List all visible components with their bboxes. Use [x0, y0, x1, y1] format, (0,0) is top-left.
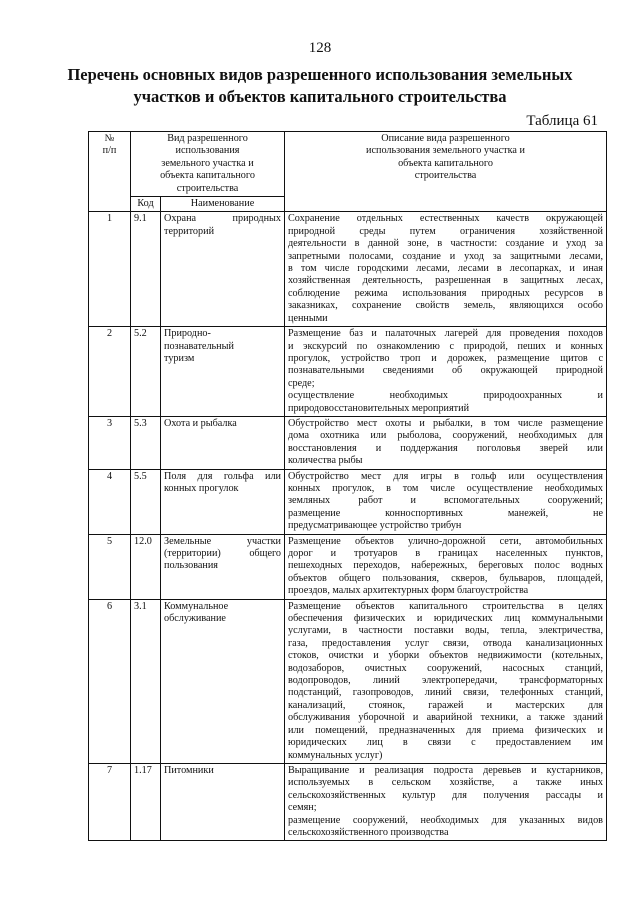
table-body [89, 212, 607, 841]
page-number: 128 [308, 40, 332, 56]
row-description-line: ценными [288, 312, 328, 324]
row-description [285, 469, 607, 534]
row-description-line: в том числе городскими лесами, лесами в лесопарках, и иная [288, 263, 603, 275]
row-description-line: дома охотника или рыболова, сооружений, необходимых для [288, 430, 603, 442]
row-description-line: природовосстановительных мероприятий [288, 402, 470, 414]
row-number: 7 [89, 763, 131, 840]
row-description-line: Сохранение отдельных естественных качеств окружающей [288, 213, 603, 225]
row-description-line: объектов общего пользования, скверов, бульваров, площадей, [288, 572, 603, 584]
row-name-line: территорий [164, 225, 215, 237]
table-row [89, 327, 607, 417]
row-name [161, 763, 285, 840]
land-use-table [88, 131, 607, 841]
row-code: 5.3 [131, 416, 161, 469]
row-name-line: обслуживание [164, 613, 226, 625]
title-line: Перечень основных видов разрешенного использования земельных [67, 65, 573, 84]
title-line: участков и объектов капитального строительства [133, 87, 507, 106]
row-description-line: Размещение объектов капитального строительства в целях [288, 600, 603, 612]
row-code: 1.17 [131, 763, 161, 840]
row-name-line: Охрана природных [164, 213, 281, 225]
row-number: 1 [89, 212, 131, 327]
row-code: 5.5 [131, 469, 161, 534]
row-description-line: или помещений, предназначенных для приема физических и [288, 724, 603, 736]
header-kind-text: Вид разрешенного использования земельного участка и объекта капитального строительства [160, 133, 255, 194]
row-description-line: обслуживания уборочной и аварийной техники, а также зданий [288, 712, 603, 724]
row-description [285, 212, 607, 327]
table-row [89, 469, 607, 534]
row-code: 9.1 [131, 212, 161, 327]
row-description-line: водопроводов, линий электропередачи, трансформаторных [288, 675, 603, 687]
row-name-line: Земельные участки [164, 535, 281, 547]
table-row [89, 416, 607, 469]
table-row [89, 763, 607, 840]
row-description-line: дорог и тротуаров в границах населенных пунктов, [288, 548, 603, 559]
row-description-line: предусматривающее устройство трибун [288, 520, 462, 532]
row-name-line: туризм [164, 352, 195, 364]
row-description-line: услугами, в частности поставки воды, тепла, электричества, [288, 625, 603, 637]
row-description-line: природной среды путем ограничения хозяйственной [288, 225, 603, 237]
row-name-line: Природно- [164, 328, 211, 340]
row-description-line: прогулок, устройство троп и дорожек, размещение щитов с [288, 352, 603, 364]
row-number: 3 [89, 416, 131, 469]
row-description-line: сельскохозяйственного производства [288, 826, 449, 838]
row-description-line: используемых в сельском хозяйстве, а также иных [288, 777, 603, 789]
row-description [285, 416, 607, 469]
row-description-line: коммунальных услуг) [288, 749, 383, 761]
row-description-line: пешеходных переходов, набережных, береговых полос водных [288, 560, 603, 572]
row-description-line: стоков, очистки и уборки объектов недвижимости (котельных, [288, 650, 603, 662]
row-description [285, 763, 607, 840]
row-description-line: земляных работ и вспомогательных сооружений; [288, 495, 603, 507]
table-row [89, 599, 607, 763]
table-label: Таблица 61 [526, 113, 598, 129]
row-description-line: среде; [288, 377, 315, 389]
row-description-line: Размещение баз и палаточных лагерей для проведения походов [288, 328, 603, 340]
row-name-line: познавательный [164, 340, 234, 352]
page-title [0, 64, 640, 108]
row-name-line: Питомники [164, 764, 214, 776]
row-description-line: газа, предоставления услуг связи, отвода канализационных [288, 637, 603, 649]
row-description-line: Выращивание и реализация подроста деревьев и кустарников, [288, 764, 603, 776]
row-name-line: (территории) общего [164, 548, 281, 559]
header-kind [131, 132, 285, 197]
row-description-line: Размещение объектов улично-дорожной сети, автомобильных [288, 535, 603, 547]
header-code: Код [131, 197, 161, 212]
row-description [285, 327, 607, 417]
row-description-line: водозаборов, очистных сооружений, насосных станций, [288, 662, 603, 674]
row-description-line: и экскурсий по ознакомлению с природой, пеших и конных [288, 340, 603, 352]
header-desc [285, 132, 607, 212]
table-header-row [89, 132, 607, 197]
row-description-line: заказниках, сохранение свойств земель, являющихся особо [288, 300, 603, 312]
row-code: 5.2 [131, 327, 161, 417]
row-description-line: восстановления и поддержания поголовья зверей или [288, 442, 603, 454]
header-num [89, 132, 131, 212]
row-name [161, 327, 285, 417]
row-description-line: семян; [288, 802, 317, 814]
row-name-line: Охота и рыбалка [164, 417, 237, 429]
header-num-text: № п/п [102, 133, 117, 157]
row-name [161, 416, 285, 469]
row-description-line: хозяйственная деятельность, разрешенная в защитных лесах, [288, 275, 603, 287]
row-name [161, 534, 285, 599]
header-name: Наименование [161, 197, 285, 212]
table-row [89, 212, 607, 327]
row-description-line: обеспечения физических и юридических лиц коммунальными [288, 613, 603, 625]
row-description-line: запретными полосами, создание и уход за защитными лесами, [288, 250, 603, 262]
row-description-line: количества рыбы [288, 455, 363, 467]
row-description-line: проездов, малых архитектурных форм благоустройства [288, 585, 529, 597]
row-description-line: канализаций, стоянок, гаражей и мастерских для [288, 699, 603, 711]
row-name-line: конных прогулок [164, 482, 239, 494]
row-description-line: подстанций, газопроводов, линий связи, телефонных станций, [288, 687, 603, 699]
row-name-line: Поля для гольфа или [164, 470, 281, 482]
row-number: 5 [89, 534, 131, 599]
row-code: 12.0 [131, 534, 161, 599]
row-number: 6 [89, 599, 131, 763]
row-name-line: пользования [164, 560, 218, 572]
table-row [89, 534, 607, 599]
header-desc-text: Описание вида разрешенного использования земельного участка и объекта капитального строительства [366, 133, 525, 182]
row-name [161, 469, 285, 534]
row-description-line: познавательными сведениями об окружающей природной [288, 365, 603, 377]
row-description-line: сельскохозяйственных культур для получения рассады и [288, 789, 603, 801]
row-description-line: юридических лиц в связи с предоставлением им [288, 737, 603, 749]
row-number: 2 [89, 327, 131, 417]
row-description-line: осуществление необходимых природоохранных и [288, 390, 603, 402]
row-number: 4 [89, 469, 131, 534]
row-name [161, 599, 285, 763]
row-name [161, 212, 285, 327]
row-description-line: соблюдение режима использования природных ресурсов в [288, 287, 603, 299]
row-description-line: размещение конноспортивных манежей, не [288, 507, 603, 519]
row-name-line: Коммунальное [164, 600, 229, 612]
row-description-line: размещение сооружений, необходимых для указанных видов [288, 814, 603, 826]
row-code: 3.1 [131, 599, 161, 763]
row-description-line: Обустройство мест для игры в гольф или осуществления [288, 470, 603, 482]
row-description [285, 534, 607, 599]
row-description-line: конных прогулок, в том числе осуществление необходимых [288, 482, 603, 494]
row-description-line: Обустройство мест охоты и рыбалки, в том числе размещение [288, 417, 603, 429]
row-description [285, 599, 607, 763]
row-description-line: деятельности в данной зоне, в частности: создание и уход за [288, 238, 603, 250]
